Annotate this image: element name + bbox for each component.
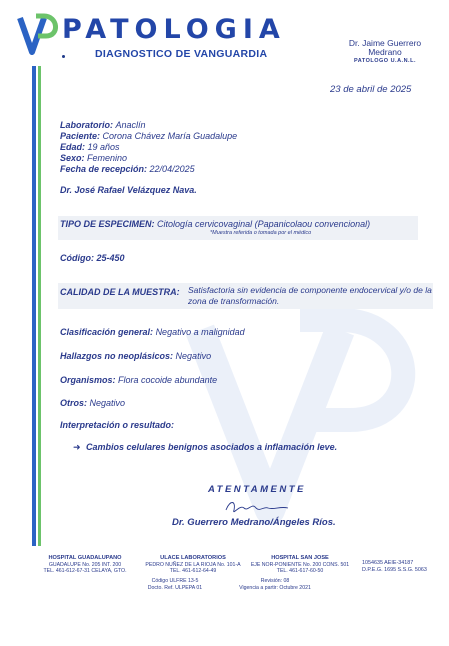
others-label: Otros: <box>60 398 87 408</box>
brand-name: PATOLOGIA <box>62 14 286 45</box>
specimen-note: *Muestra referida o tomada por el médico <box>210 230 312 236</box>
age-label: Edad: <box>60 142 86 152</box>
code-label: Código: <box>60 253 94 263</box>
footer-h2-title: ULACE LABORATORIOS <box>160 555 226 561</box>
signer-name: Dr. Guerrero Medrano/Ángeles Ríos. <box>172 517 336 528</box>
brand-tagline: DIAGNOSTICO DE VANGUARDIA <box>95 48 268 60</box>
organisms-row <box>60 375 217 385</box>
signature-scribble <box>222 496 292 518</box>
result-text: Cambios celulares benignos asociados a inflamación leve. <box>86 442 338 452</box>
footer-rev1: Revisión: 08 <box>260 578 290 584</box>
patient-value: Corona Chávez María Guadalupe <box>102 131 238 141</box>
specimen-row <box>60 219 370 229</box>
side-bar-green <box>38 66 41 546</box>
footer-h3-addr: EJE NOR-PONIENTE No. 200 CONS. 501 <box>250 561 350 568</box>
footer-san-jose <box>250 555 350 575</box>
code-value: 25-450 <box>96 253 125 263</box>
lab-row <box>60 120 146 130</box>
classification-label: Clasificación general: <box>60 327 154 337</box>
footer-h1-title: HOSPITAL GUADALUPANO <box>48 555 122 561</box>
patient-label: Paciente: <box>60 131 101 141</box>
arrow-bullet-icon: ➜ <box>73 442 81 452</box>
non-neoplastic-label: Hallazgos no neoplásicos: <box>60 351 174 361</box>
referring-doctor: Dr. José Rafael Velázquez Nava. <box>60 185 197 195</box>
quality-line1: Satisfactoria sin evidencia de componente endocervical y/o de la <box>188 285 432 295</box>
code-row <box>60 253 125 263</box>
logo-icon <box>14 10 64 60</box>
others-row <box>60 398 125 408</box>
footer-h2-tel: TEL. 461-612-64-49 <box>169 568 217 574</box>
footer-h1-addr: GUADALUPE No. 205 INT. 200 <box>48 561 122 568</box>
footer-hospital-guadalupano <box>40 555 130 575</box>
footer-code1: Código ULFRE 13-5 <box>151 578 199 584</box>
quality-label: CALIDAD DE LA MUESTRA: <box>60 287 180 297</box>
closing-text: ATENTAMENTE <box>208 484 306 495</box>
specimen-label: TIPO DE ESPECIMEN: <box>60 219 155 229</box>
footer-ulace <box>145 555 241 575</box>
others-value: Negativo <box>89 398 126 408</box>
footer-revision <box>230 578 320 591</box>
lab-value: Anaclín <box>115 120 146 130</box>
footer-h3-title: HOSPITAL SAN JOSE <box>271 555 329 561</box>
age-row <box>60 142 120 152</box>
doctor-name-line1: Dr. Jaime Guerrero <box>348 38 422 48</box>
quality-value <box>188 285 432 307</box>
patient-row <box>60 131 237 141</box>
sex-row <box>60 153 127 163</box>
footer-code2: Docto. Ref. ULPEPA 01 <box>147 584 203 591</box>
footer-h3-tel: TEL. 461-617-60-50 <box>276 568 324 574</box>
interpretation-label: Interpretación o resultado: <box>60 420 175 430</box>
quality-line2: zona de transformación. <box>188 296 280 306</box>
non-neoplastic-row <box>60 351 211 361</box>
side-bar-blue <box>32 66 36 546</box>
non-neoplastic-value: Negativo <box>175 351 212 361</box>
doctor-title: PATOLOGO U.A.N.L. <box>354 58 416 64</box>
footer-reg1: 1054635 AEIE-34187 <box>362 560 414 566</box>
footer-rev2: Vigencia a partir: Octubre 2021 <box>239 584 311 591</box>
received-label: Fecha de recepción: <box>60 164 148 174</box>
organisms-label: Organismos: <box>60 375 116 385</box>
organisms-value: Flora cocoide abundante <box>118 375 218 385</box>
sex-value: Femenino <box>87 153 128 163</box>
sex-label: Sexo: <box>60 153 85 163</box>
received-row <box>60 164 195 174</box>
footer-h2-addr: PEDRO NUÑEZ DE LA RIOJA No. 101-A <box>145 561 241 568</box>
age-value: 19 años <box>87 142 120 152</box>
lab-label: Laboratorio: <box>60 120 113 130</box>
classification-row <box>60 327 245 337</box>
bullet-dot <box>62 55 65 58</box>
footer-h1-tel: TEL. 461-612-67-31 CELAYA, GTO. <box>43 568 127 574</box>
footer-registrations <box>362 560 444 573</box>
doctor-header <box>330 39 440 66</box>
doctor-name-line2: Medrano <box>368 47 402 57</box>
specimen-value: Citología cervicovaginal (Papanicolaou convencional) <box>157 219 371 229</box>
footer-reg2: D.P.E.G. 1695 S.S.G. 5063 <box>362 566 427 573</box>
received-value: 22/04/2025 <box>149 164 195 174</box>
report-date: 23 de abril de 2025 <box>330 84 412 95</box>
footer-doc-codes <box>140 578 210 591</box>
classification-value: Negativo a malignidad <box>155 327 245 337</box>
